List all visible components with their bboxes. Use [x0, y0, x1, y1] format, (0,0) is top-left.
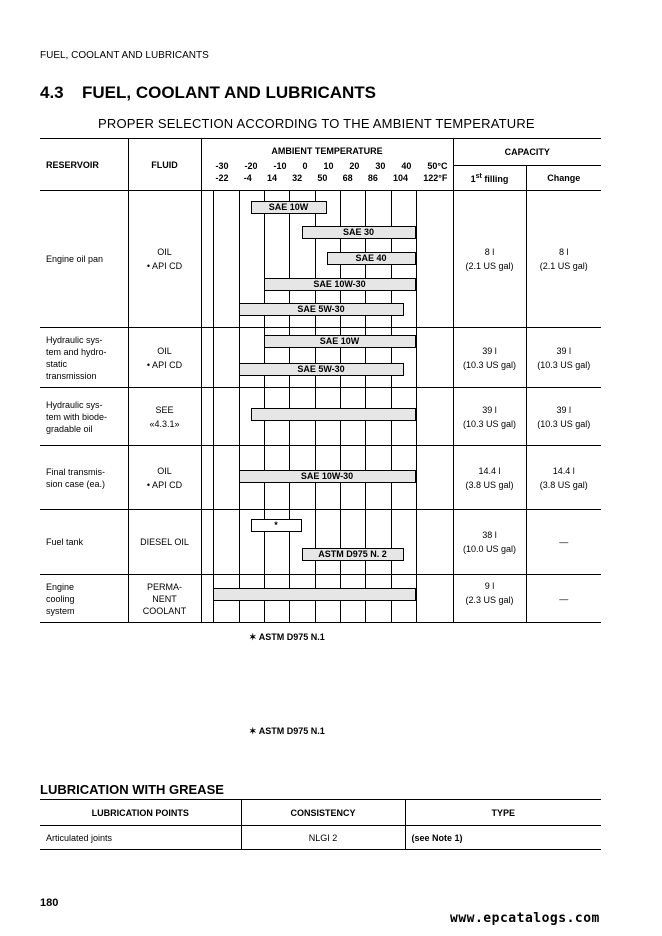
reservoir-cell: Engine cooling system — [40, 575, 128, 623]
table-header-row — [40, 139, 601, 166]
gridline — [416, 446, 417, 509]
fluid-selection-table — [40, 138, 601, 623]
first-filling-value: 39 l — [482, 345, 497, 356]
temp-c: 30 — [375, 161, 386, 171]
table-row — [40, 510, 601, 575]
first-filling-us: (3.8 US gal) — [465, 479, 514, 490]
grease-section-title: LUBRICATION WITH GREASE — [40, 782, 224, 797]
temp-c: 40 — [401, 161, 412, 171]
table-row — [40, 446, 601, 510]
range-bar: SAE 40 — [327, 252, 416, 265]
first-filling-us: (10.3 US gal) — [462, 359, 517, 370]
first-filling-value: 8 l — [484, 247, 495, 257]
first-filling-value: 14.4 l — [478, 465, 501, 476]
gridline — [391, 510, 392, 574]
capacity-header: CAPACITY — [453, 139, 601, 166]
lubrication-points-header: LUBRICATION POINTS — [40, 800, 241, 826]
change-value: 14.4 l — [552, 465, 575, 476]
change-us: (2.1 US gal) — [539, 261, 588, 271]
change-header: Change — [526, 166, 601, 191]
temp-c: 20 — [349, 161, 360, 171]
type-cell: (see Note 1) — [405, 826, 601, 850]
change-value: 8 l — [558, 247, 569, 257]
grease-header-row — [40, 800, 601, 826]
change-cell — [526, 191, 601, 328]
change-cell — [526, 388, 601, 446]
first-filling-num: 1 — [470, 174, 476, 184]
change-value: — — [559, 537, 569, 547]
reservoir-cell: Hydraulic sys- tem with biode- gradable oil — [40, 388, 128, 446]
temperature-range-cell — [201, 510, 453, 575]
fluid-spec: «4.3.1» — [149, 418, 180, 429]
first-filling-sup: st — [475, 173, 482, 180]
watermark: www.epcatalogs.com — [450, 911, 600, 926]
temperature-range-cell — [201, 191, 453, 328]
gridline — [213, 328, 214, 387]
temp-c: -20 — [244, 161, 258, 171]
range-bar: SAE 30 — [302, 226, 416, 239]
temp-f: 122°F — [423, 173, 448, 183]
temp-c: -10 — [273, 161, 287, 171]
first-filling-cell — [453, 388, 526, 446]
fluid-header: FLUID — [128, 139, 201, 191]
first-filling-rest: filling — [481, 174, 509, 184]
type-header: TYPE — [405, 800, 601, 826]
gridline — [239, 328, 240, 387]
gridline — [239, 388, 240, 445]
temp-c: 50°C — [427, 161, 448, 171]
gridline — [213, 446, 214, 509]
fluid-name: PERMA- NENT COOLANT — [142, 581, 187, 616]
temp-f: 68 — [342, 173, 353, 183]
lubrication-point-cell: Articulated joints — [40, 826, 241, 850]
gridline — [365, 510, 366, 574]
temperature-range-cell — [201, 575, 453, 623]
range-bar: * — [251, 519, 302, 532]
temperature-range-cell — [201, 388, 453, 446]
fluid-spec: • API CD — [146, 359, 183, 370]
change-us: (3.8 US gal) — [539, 479, 588, 490]
first-filling-cell — [453, 328, 526, 388]
first-filling-cell — [453, 575, 526, 623]
section-title-text: FUEL, COOLANT AND LUBRICANTS — [82, 83, 377, 102]
fluid-spec: • API CD — [146, 261, 183, 271]
temp-f: -4 — [243, 173, 252, 183]
change-us: (10.3 US gal) — [537, 418, 591, 429]
change-cell — [526, 575, 601, 623]
change-cell — [526, 446, 601, 510]
fluid-cell — [128, 328, 201, 388]
table-row — [40, 191, 601, 328]
table-row — [40, 575, 601, 623]
fluid-cell — [128, 191, 201, 328]
gridline — [239, 510, 240, 574]
gridline — [340, 510, 341, 574]
change-value: 39 l — [556, 345, 571, 356]
range-bar: SAE 5W-30 — [239, 303, 404, 316]
fluid-name: DIESEL OIL — [140, 537, 189, 547]
temp-f: 32 — [292, 173, 303, 183]
celsius-scale — [202, 160, 453, 172]
change-cell — [526, 510, 601, 575]
fluid-spec: • API CD — [146, 479, 183, 490]
page-number: 180 — [40, 897, 59, 909]
fluid-cell — [128, 446, 201, 510]
section-number: 4.3 — [40, 83, 64, 102]
change-cell — [526, 328, 601, 388]
reservoir-header: RESERVOIR — [40, 139, 128, 191]
range-bar: SAE 10W-30 — [264, 278, 416, 291]
temp-f: 104 — [393, 173, 409, 183]
reservoir-cell: Fuel tank — [40, 510, 128, 575]
first-filling-us: (2.3 US gal) — [465, 595, 514, 605]
gridline — [315, 510, 316, 574]
temperature-range-cell — [201, 446, 453, 510]
section-title — [40, 83, 376, 103]
first-filling-cell — [453, 446, 526, 510]
fluid-cell — [128, 575, 201, 623]
first-filling-us: (2.1 US gal) — [465, 261, 514, 271]
change-value: — — [559, 593, 569, 604]
range-bar: SAE 10W-30 — [239, 470, 416, 483]
first-filling-header — [453, 166, 526, 191]
fluid-cell — [128, 388, 201, 446]
temp-f: -22 — [215, 173, 229, 183]
table-row — [40, 826, 601, 850]
fluid-name: SEE — [155, 404, 174, 415]
gridline — [213, 388, 214, 445]
first-filling-value: 38 l — [482, 530, 497, 540]
gridline — [416, 191, 417, 327]
first-filling-us: (10.3 US gal) — [462, 418, 517, 429]
temp-c: -30 — [215, 161, 229, 171]
temperature-range-cell — [201, 328, 453, 388]
table-row — [40, 388, 601, 446]
gridline — [416, 510, 417, 574]
table-row — [40, 328, 601, 388]
ambient-temperature-label: AMBIENT TEMPERATURE — [271, 146, 383, 156]
first-filling-cell — [453, 191, 526, 328]
fluid-name: OIL — [157, 465, 172, 476]
first-filling-us: (10.0 US gal) — [462, 544, 517, 554]
first-filling-value: 39 l — [482, 404, 497, 415]
grease-table — [40, 799, 601, 850]
temp-c: 0 — [302, 161, 308, 171]
range-bar: SAE 5W-30 — [239, 363, 404, 376]
gridline — [416, 328, 417, 387]
gridline — [213, 191, 214, 327]
temp-c: 10 — [323, 161, 334, 171]
range-bar — [213, 588, 416, 601]
reservoir-cell: Hydraulic sys- tem and hydro- static transmission — [40, 328, 128, 388]
range-bar: SAE 10W — [264, 335, 416, 348]
range-bar: SAE 10W — [251, 201, 327, 214]
consistency-cell: NLGI 2 — [241, 826, 405, 850]
first-filling-cell — [453, 510, 526, 575]
temp-f: 50 — [317, 173, 328, 183]
gridline — [416, 575, 417, 622]
gridline — [416, 388, 417, 445]
range-bar — [251, 408, 416, 421]
fahrenheit-scale — [202, 172, 453, 184]
ambient-temperature-header — [201, 139, 453, 191]
fluid-name: OIL — [157, 247, 172, 257]
reservoir-cell: Engine oil pan — [40, 191, 128, 328]
change-us: (10.3 US gal) — [537, 359, 591, 370]
fluid-cell — [128, 510, 201, 575]
table-subtitle: PROPER SELECTION ACCORDING TO THE AMBIENT TEMPERATURE — [98, 116, 535, 131]
page-header: FUEL, COOLANT AND LUBRICANTS — [40, 50, 209, 61]
range-bar: ASTM D975 N. 2 — [302, 548, 404, 561]
temp-f: 14 — [266, 173, 277, 183]
fluid-name: OIL — [157, 345, 172, 356]
temp-f: 86 — [367, 173, 378, 183]
footnote: ✶ ASTM D975 N.1 — [249, 632, 325, 642]
gridline — [213, 510, 214, 574]
footnote: ✶ ASTM D975 N.1 — [249, 726, 325, 736]
change-value: 39 l — [556, 404, 571, 415]
reservoir-cell: Final transmis- sion case (ea.) — [40, 446, 128, 510]
consistency-header: CONSISTENCY — [241, 800, 405, 826]
first-filling-value: 9 l — [484, 581, 495, 591]
